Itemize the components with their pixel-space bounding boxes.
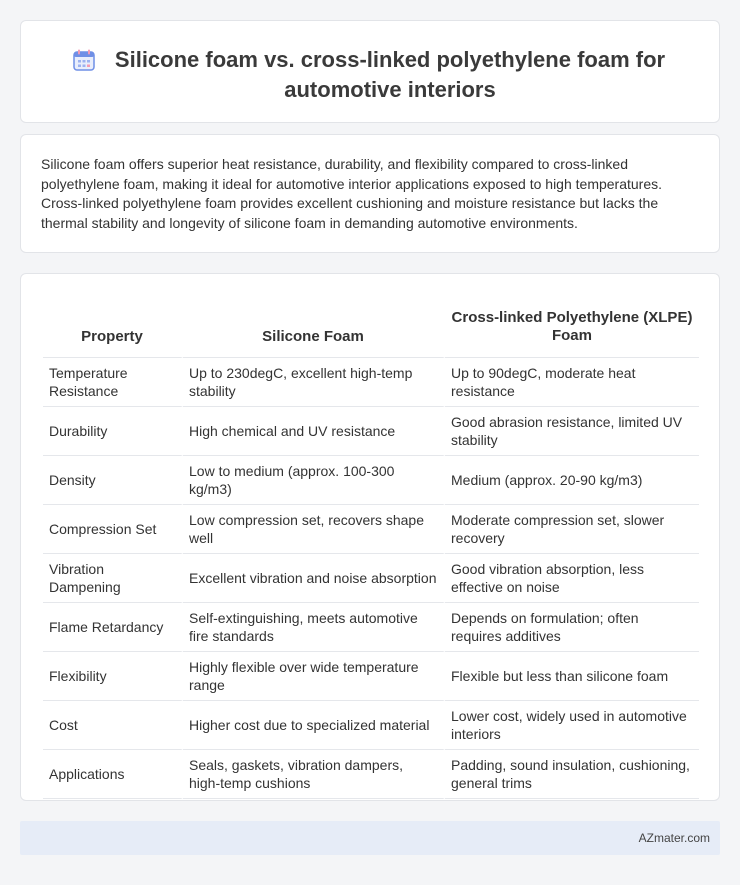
table-row (43, 701, 699, 750)
summary-text: Silicone foam offers superior heat resistance, durability, and flexibility compared to cross-linked polyethylene foam, making it ideal for automotive interior applications exposed to high temperatures. Cross-linked polyethylene foam provides excellent cushioning and moisture resistance but lacks the thermal stability and longevity of silicone foam in demanding automotive environments. (41, 156, 663, 231)
table-row (43, 750, 699, 799)
row-xlpe-value: Padding, sound insulation, cushioning, general trims (445, 750, 699, 799)
table-row (43, 456, 699, 505)
table-row (43, 652, 699, 701)
table-header-row (43, 296, 699, 358)
row-property: Flexibility (43, 652, 183, 701)
row-silicone-value: High chemical and UV resistance (183, 407, 445, 456)
header-xlpe-foam: Cross-linked Polyethylene (XLPE) Foam (445, 296, 699, 358)
table-row (43, 554, 699, 603)
row-property: Durability (43, 407, 183, 456)
page-title: Silicone foam vs. cross-linked polyethylene foam for automotive interiors (114, 47, 666, 102)
header-silicone-foam: Silicone Foam (183, 296, 445, 358)
row-property: Compression Set (43, 505, 183, 554)
row-silicone-value: Low to medium (approx. 100-300 kg/m3) (183, 456, 445, 505)
row-xlpe-value: Up to 90degC, moderate heat resistance (445, 358, 699, 407)
row-xlpe-value: Medium (approx. 20-90 kg/m3) (445, 456, 699, 505)
table-row (43, 407, 699, 456)
footer-brand: AZmater.com (638, 831, 710, 845)
row-property: Flame Retardancy (43, 603, 183, 652)
row-property: Applications (43, 750, 183, 799)
row-xlpe-value: Good abrasion resistance, limited UV stability (445, 407, 699, 456)
row-silicone-value: Excellent vibration and noise absorption (183, 554, 445, 603)
comparison-table-card (20, 273, 720, 801)
row-xlpe-value: Lower cost, widely used in automotive interiors (445, 701, 699, 750)
row-silicone-value: Low compression set, recovers shape well (183, 505, 445, 554)
row-property: Density (43, 456, 183, 505)
row-property: Temperature Resistance (43, 358, 183, 407)
row-silicone-value: Seals, gaskets, vibration dampers, high-temp cushions (183, 750, 445, 799)
row-xlpe-value: Depends on formulation; often requires additives (445, 603, 699, 652)
header-property: Property (43, 296, 183, 358)
row-silicone-value: Self-extinguishing, meets automotive fire standards (183, 603, 445, 652)
row-silicone-value: Highly flexible over wide temperature range (183, 652, 445, 701)
row-silicone-value: Higher cost due to specialized material (183, 701, 445, 750)
row-property: Vibration Dampening (43, 554, 183, 603)
row-property: Cost (43, 701, 183, 750)
table-row (43, 358, 699, 407)
table-row (43, 603, 699, 652)
comparison-table (43, 296, 699, 799)
title-wrap (21, 45, 719, 105)
row-silicone-value: Up to 230degC, excellent high-temp stability (183, 358, 445, 407)
row-xlpe-value: Flexible but less than silicone foam (445, 652, 699, 701)
footer-bar (20, 821, 720, 855)
summary-card (20, 134, 720, 253)
table-row (43, 505, 699, 554)
calendar-icon (73, 49, 95, 71)
row-xlpe-value: Moderate compression set, slower recovery (445, 505, 699, 554)
title-card (20, 20, 720, 123)
row-xlpe-value: Good vibration absorption, less effective on noise (445, 554, 699, 603)
